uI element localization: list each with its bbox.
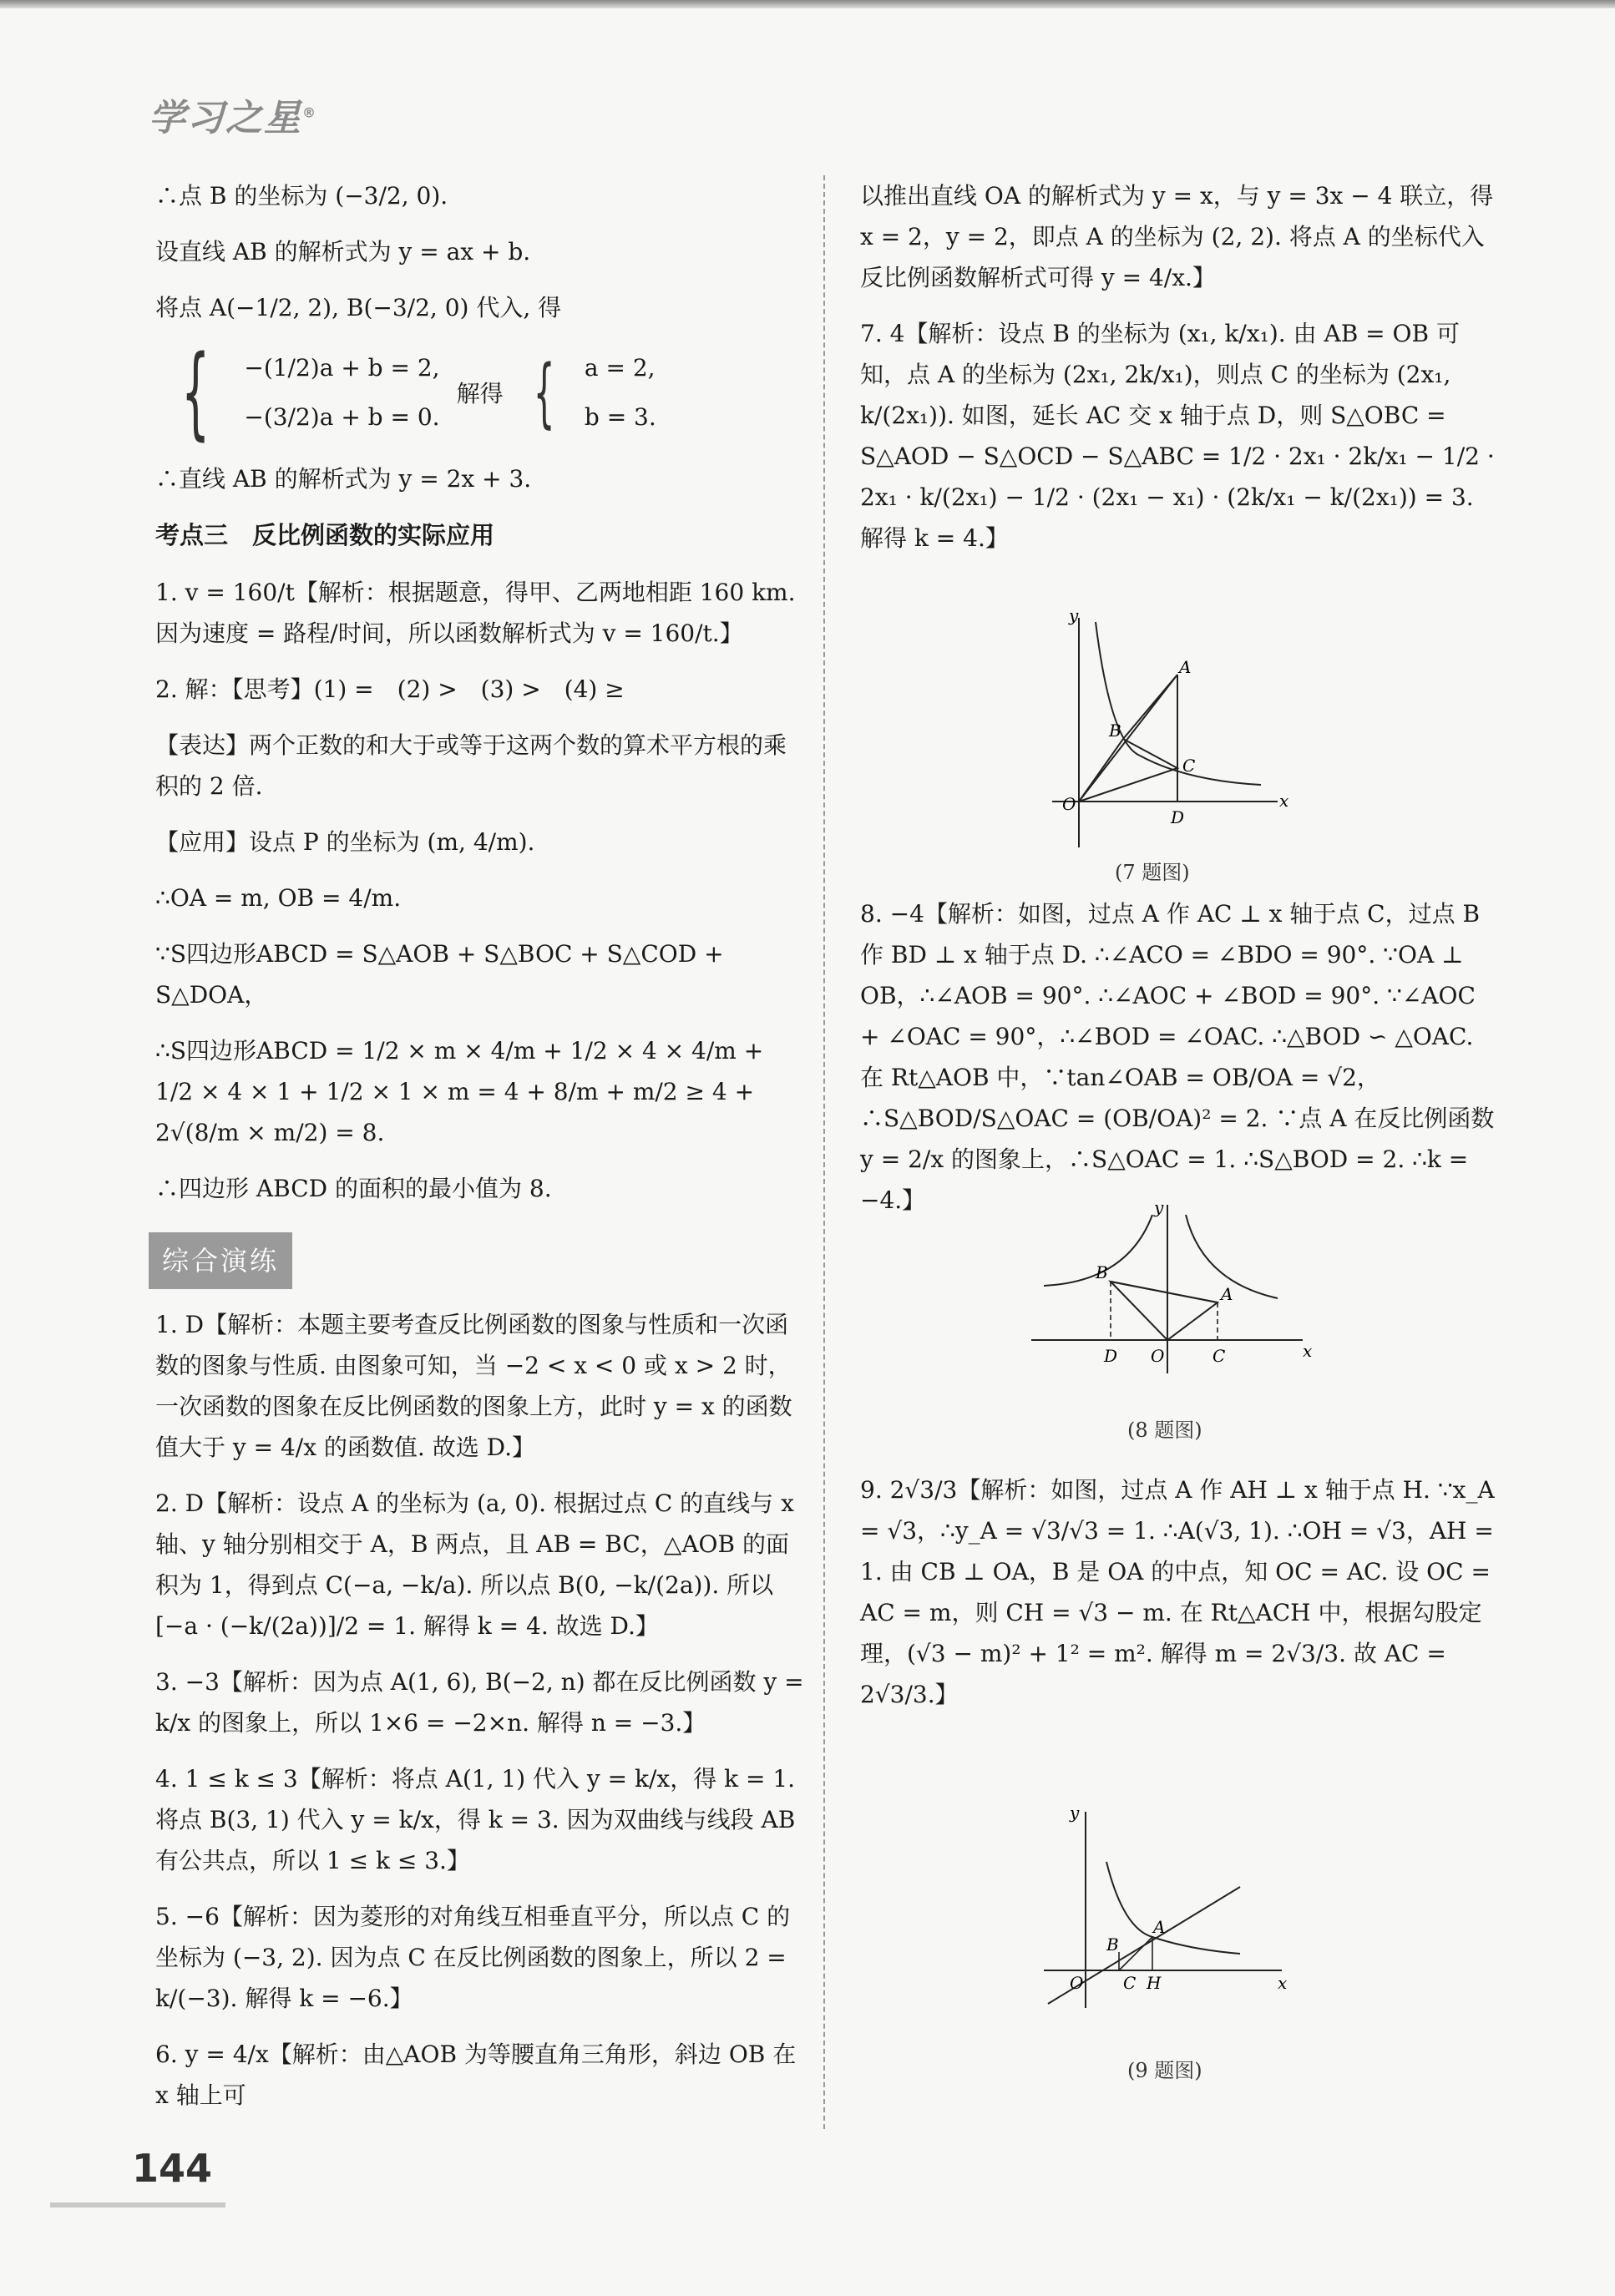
text-line: 设直线 AB 的解析式为 y = ax + b. xyxy=(155,238,531,266)
point-label: D xyxy=(1171,807,1185,827)
point-label: B xyxy=(1109,721,1121,741)
axis-label: y xyxy=(1070,1803,1080,1823)
answer-item: 5. −6【解析：因为菱形的对角线互相垂直平分，所以点 C 的坐标为 (−3, 2). 因为点 C 在反比例函数的图象上，所以 2 = k/(−3). 解得 k = −6.】 xyxy=(155,1902,791,2012)
right-block-9 xyxy=(860,1469,1495,1730)
brace-icon: { xyxy=(180,335,210,451)
answer-item: ∴OA = m, OB = 4/m. xyxy=(155,883,402,912)
point-label: C xyxy=(1123,1973,1137,1993)
figure-9 xyxy=(1040,1803,1290,2012)
answer-item: 8. −4【解析：如图，过点 A 作 AC ⊥ x 轴于点 C，过点 B 作 BD ⊥ x 轴于点 D. ∴∠ACO = ∠BDO = 90°. ∵OA ⊥ OB，∴∠AOB = 90°. ∴∠AOC + ∠BOD = 90°. ∵∠AOC + ∠OAC = 90°，∴∠BOD = ∠OAC. ∴△BOD ∽ △OAC. 在 Rt△AOB 中，∵tan∠OAB = OB/OA = √2，∴S△BOD/S△OAC = (OB/OA)² = 2. ∵点 A 在反比例函数 y = 2/x 的图象上，∴S△OAC = 1. ∴S△BOD = 2. ∴k = −4.】 xyxy=(860,900,1495,1214)
figure-8 xyxy=(1027,1198,1311,1382)
answer-item: 【应用】设点 P 的坐标为 (m, 4/m). xyxy=(155,827,535,856)
answer-item: 2. 解：【思考】(1) = (2) > (3) > (4) ≥ xyxy=(155,675,625,703)
section-band: 综合演练 xyxy=(149,1232,292,1289)
answer-item: ∴四边形 ABCD 的面积的最小值为 8. xyxy=(155,1174,552,1202)
solution-line: a = 2, xyxy=(584,354,656,382)
triangle-oab xyxy=(1079,675,1177,802)
bottom-rule xyxy=(50,2202,225,2207)
answer-item: 7. 4【解析：设点 B 的坐标为 (x₁, k/x₁). 由 AB = OB 可知，点 A 的坐标为 (2x₁, 2k/x₁)，则点 C 的坐标为 (2x₁, k/(2x₁)). 如图，延长 AC 交 x 轴于点 D，则 S△OBC = S△AOD − S△OCD − S△ABC = 1/2 · 2x₁ · 2k/x₁ − 1/2 · 2x₁ · k/(2x₁) − 1/2 · (2x₁ − x₁) · (2k/x₁ − k/(2x₁)) = 3. 解得 k = 4.】 xyxy=(860,320,1495,552)
segment-ca xyxy=(1119,1937,1152,1970)
answer-item: 1. v = 160/t【解析：根据题意，得甲、乙两地相距 160 km. 因为速度 = 路程/时间，所以函数解析式为 v = 160/t.】 xyxy=(155,578,796,647)
point-label: B xyxy=(1096,1262,1108,1282)
text-line: 将点 A(−1/2, 2), B(−3/2, 0) 代入, 得 xyxy=(155,294,562,321)
axis-label: y xyxy=(1154,1197,1164,1217)
equation-line: −(3/2)a + b = 0. xyxy=(244,403,440,431)
right-block-6-7 xyxy=(860,175,1495,574)
top-rule xyxy=(0,0,1615,8)
solution-line: b = 3. xyxy=(584,403,656,431)
figure-7 xyxy=(1035,605,1289,852)
point-label: C xyxy=(1213,1346,1226,1366)
point-label: B xyxy=(1106,1934,1119,1955)
point-label: A xyxy=(1179,657,1192,677)
answer-item: ∴S四边形ABCD = 1/2 × m × 4/m + 1/2 × 4 × 4/m + 1/2 × 4 × 1 + 1/2 × 1 × m = 4 + 8/m + m/2 ≥ 4 + 2√(8/m × m/2) = 8. xyxy=(155,1036,764,1146)
point-label: A xyxy=(1153,1917,1166,1937)
equation-line: −(1/2)a + b = 2, xyxy=(244,354,440,382)
segment-ab xyxy=(1111,1282,1218,1302)
left-column xyxy=(155,175,807,2131)
axis-label: x xyxy=(1278,1973,1288,1993)
brand-logo: 学习之星® xyxy=(149,97,317,139)
point-label: O xyxy=(1062,794,1076,814)
point-label: O xyxy=(1151,1346,1165,1366)
point-label: O xyxy=(1070,1973,1084,1993)
answer-item: 【表达】两个正数的和大于或等于这两个数的算术平方根的乘积的 2 倍. xyxy=(155,731,787,800)
brace-icon: { xyxy=(533,349,555,437)
text-line: ∴点 B 的坐标为 (−3/2, 0). xyxy=(155,182,448,210)
point-label: C xyxy=(1182,756,1196,776)
answer-item: 6. y = 4/x【解析：由△AOB 为等腰直角三角形，斜边 OB 在 x 轴上可 xyxy=(155,2040,797,2109)
solve-label: 解得 xyxy=(456,379,504,407)
point-label: A xyxy=(1221,1284,1233,1304)
right-block-8 xyxy=(860,893,1495,1236)
text-line: ∴直线 AB 的解析式为 y = 2x + 3. xyxy=(155,465,532,493)
column-divider xyxy=(823,175,825,2129)
answer-item: 以推出直线 OA 的解析式为 y = x，与 y = 3x − 4 联立，得 x = 2，y = 2，即点 A 的坐标为 (2, 2). 将点 A 的坐标代入反比例函数解析式可得 y = 4/x.】 xyxy=(860,182,1494,291)
axis-label: y xyxy=(1069,605,1079,625)
answer-item: 4. 1 ≤ k ≤ 3【解析：将点 A(1, 1) 代入 y = k/x，得 k = 1. 将点 B(3, 1) 代入 y = k/x，得 k = 3. 因为双曲线与线段 AB 有公共点，所以 1 ≤ k ≤ 3.】 xyxy=(155,1764,796,1874)
figure-caption: (8 题图) xyxy=(1127,1419,1202,1442)
point-label: H xyxy=(1147,1973,1162,1993)
figure-caption: (7 题图) xyxy=(1115,861,1190,884)
figure-caption: (9 题图) xyxy=(1127,2059,1202,2082)
triangle-obc xyxy=(1079,739,1177,802)
triangle-aob xyxy=(1111,1282,1218,1340)
answer-item: 1. D【解析：本题主要考查反比例函数的图象与性质和一次函数的图象与性质. 由图象可知，当 −2 < x < 0 或 x > 2 时，一次函数的图象在反比例函数的图象上方，此时 y = x 的函数值大于 y = 4/x 的函数值. 故选 D.】 xyxy=(155,1310,792,1461)
answer-item: 2. D【解析：设点 A 的坐标为 (a, 0). 根据过点 C 的直线与 x 轴、y 轴分别相交于 A，B 两点，且 AB = BC，△AOB 的面积为 1，得到点 C(−a, −k/a). 所以点 B(0, −k/(2a)). 所以 [−a · (−k/(2a))]/2 = 1. 解得 k = 4. 故选 D.】 xyxy=(155,1489,794,1640)
hyperbola-curve xyxy=(1106,1862,1240,1954)
answer-item: ∵S四边形ABCD = S△AOB + S△BOC + S△COD + S△DOA， xyxy=(155,939,724,1009)
answer-item: 9. 2√3/3【解析：如图，过点 A 作 AH ⊥ x 轴于点 H. ∵x_A = √3，∴y_A = √3/√3 = 1. ∴A(√3, 1). ∴OH = √3，AH = 1. 由 CB ⊥ OA，B 是 OA 的中点，知 OC = AC. 设 OC = AC = m，则 CH = √3 − m. 在 Rt△ACH 中，根据勾股定理，(√3 − m)² + 1² = m². 解得 m = 2√3/3. 故 AC = 2√3/3.】 xyxy=(860,1476,1495,1708)
answer-item: 3. −3【解析：因为点 A(1, 6), B(−2, n) 都在反比例函数 y = k/x 的图象上，所以 1×6 = −2×n. 解得 n = −3.】 xyxy=(155,1667,804,1737)
point-label: D xyxy=(1104,1346,1118,1366)
page-number: 144 xyxy=(132,2146,213,2191)
equation-system xyxy=(164,335,807,451)
section-title: 考点三 反比例函数的实际应用 xyxy=(155,521,495,549)
axis-label: x xyxy=(1303,1341,1313,1361)
axis-label: x xyxy=(1279,791,1289,811)
